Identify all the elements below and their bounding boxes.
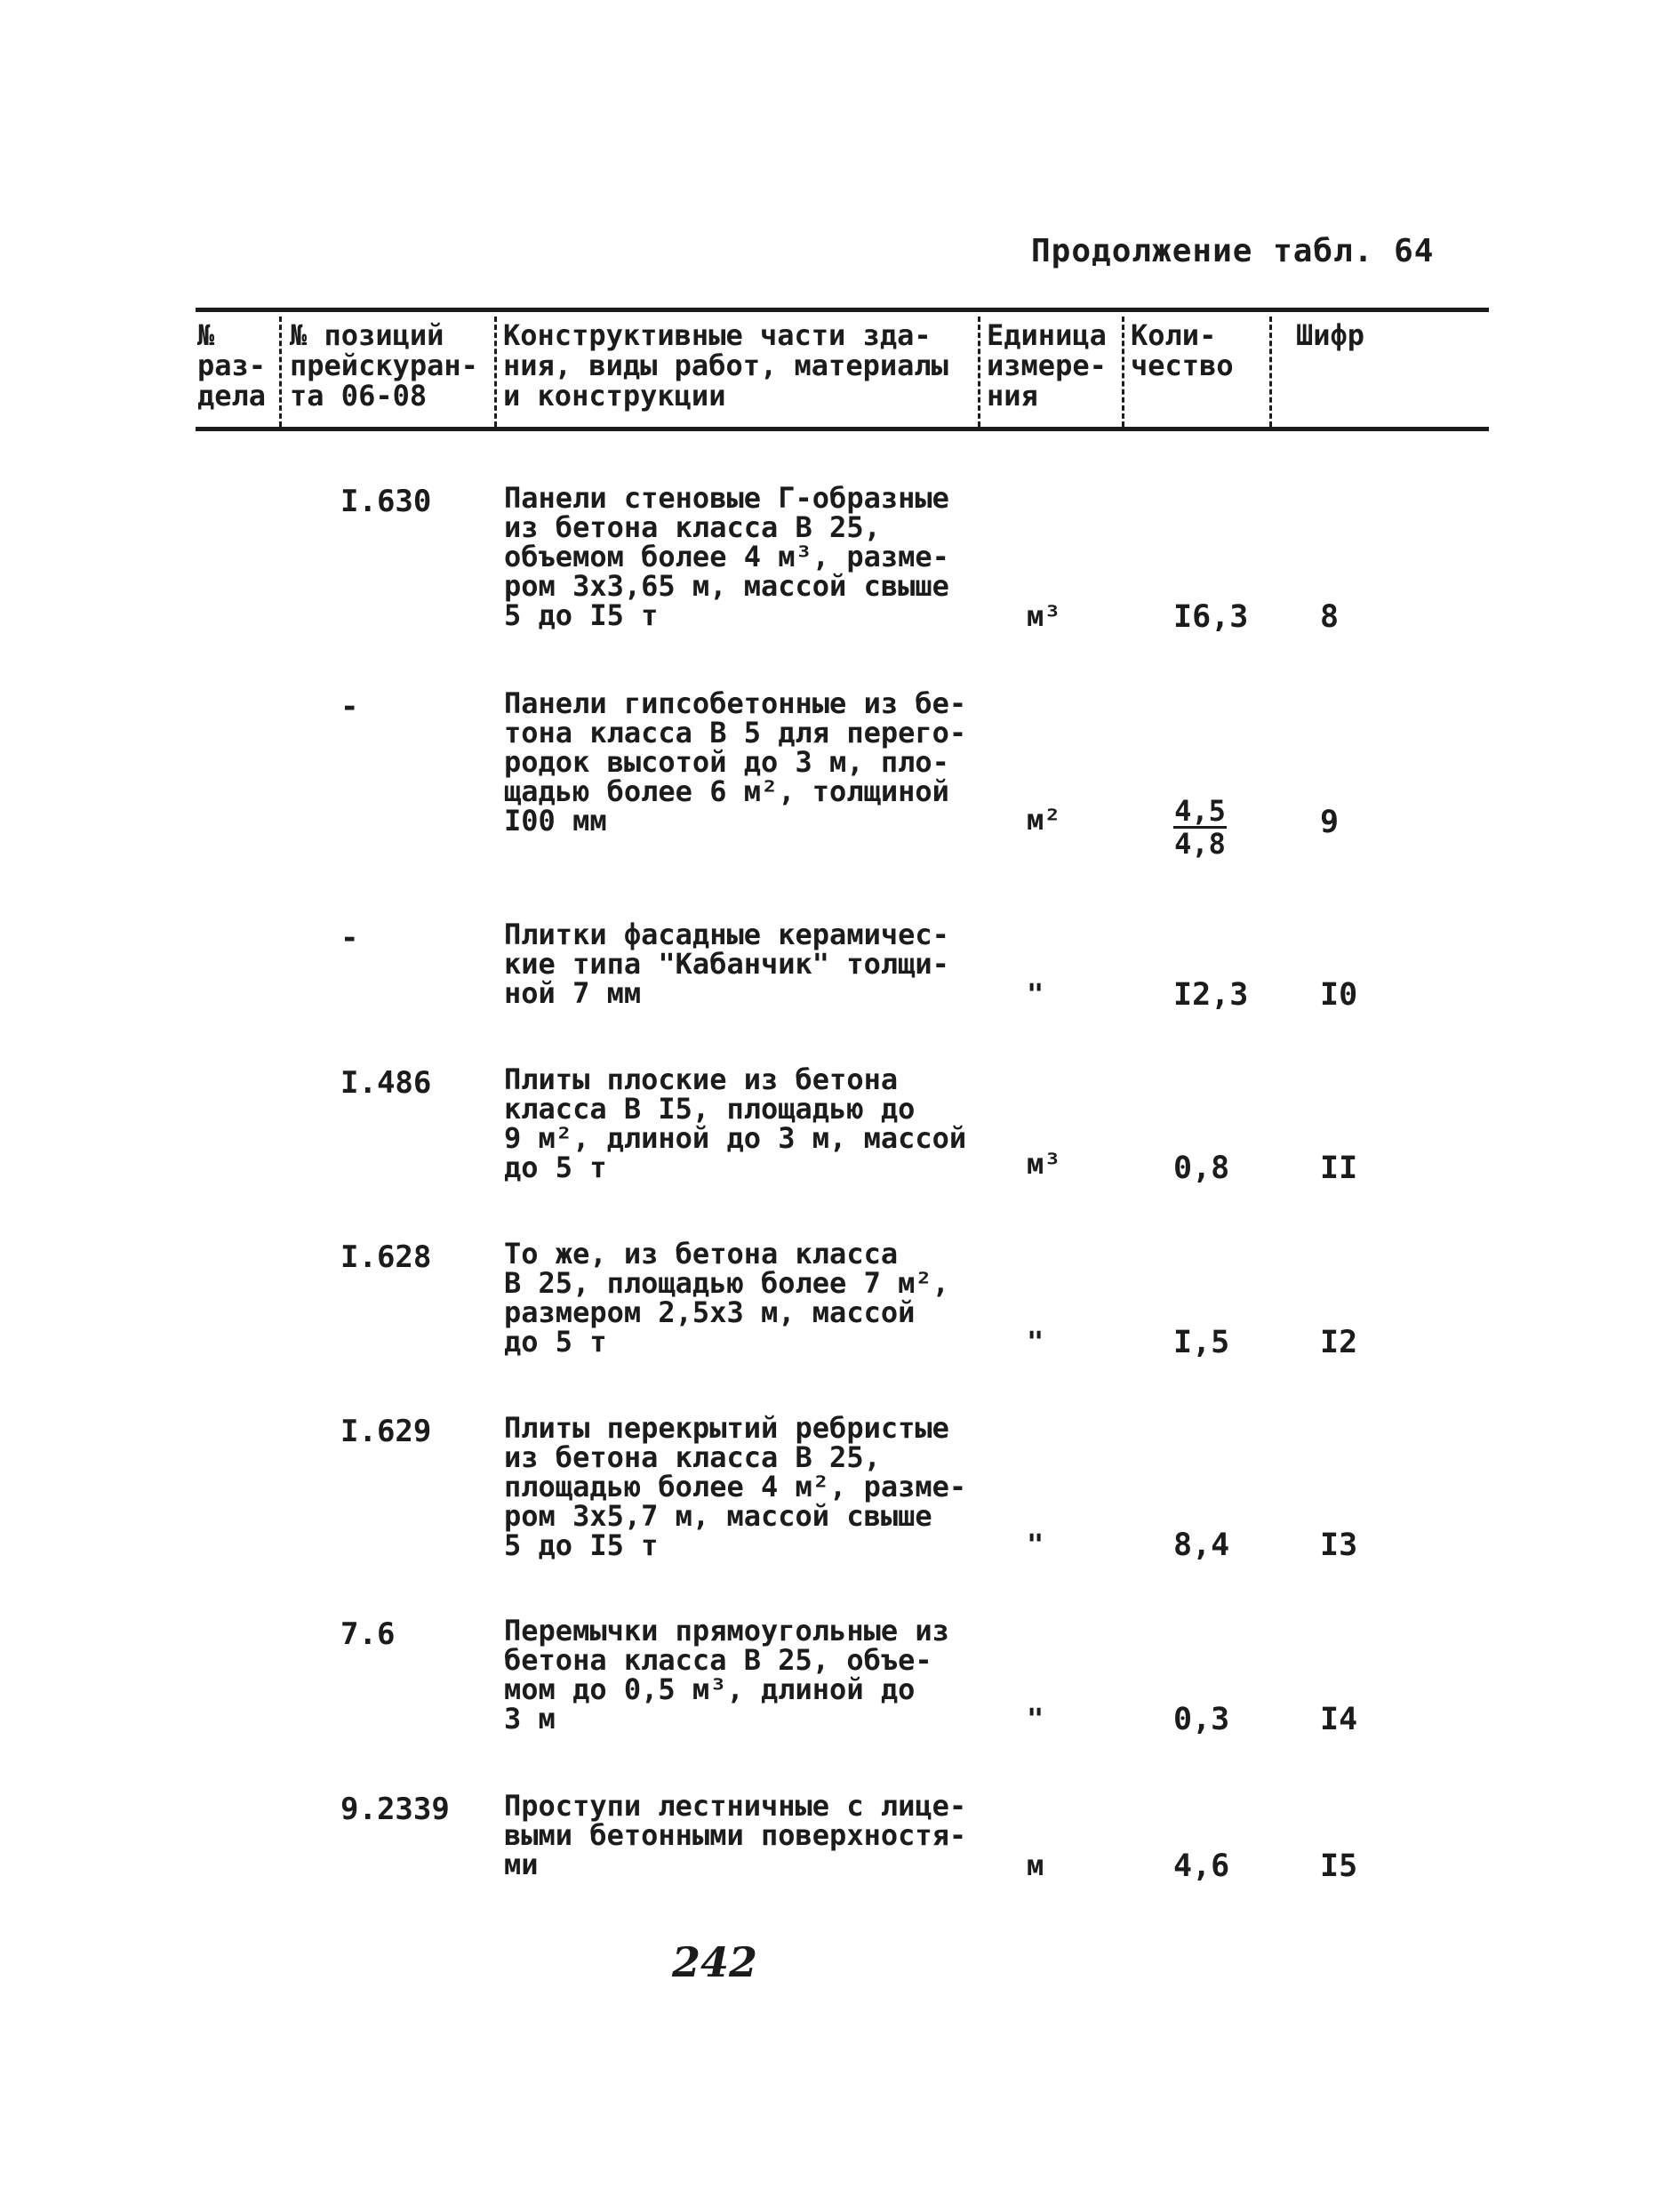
row-unit: " [1027, 977, 1044, 1011]
row-unit: " [1027, 1527, 1044, 1561]
row-quantity: I,5 [1173, 1325, 1230, 1360]
row-description: Плиты плоские из бетона класса В I5, площадью до 9 м², длиной до 3 м, массой до 5 т [504, 1062, 967, 1184]
row-code: II [1320, 1151, 1358, 1186]
row-code: I2 [1320, 1325, 1358, 1360]
header-divider [279, 317, 282, 427]
row-quantity: 8,4 [1173, 1527, 1230, 1563]
row-unit: " [1027, 1702, 1044, 1736]
row-code: 8 [1320, 599, 1340, 635]
row-unit: м² [1027, 803, 1061, 837]
header-divider [978, 317, 980, 427]
header-quantity: Коли- чество [1131, 318, 1234, 382]
table-caption: Продолжение табл. 64 [1031, 233, 1435, 269]
row-position: - [340, 689, 359, 725]
row-position: 9.2339 [340, 1792, 450, 1827]
header-bottom-rule [196, 427, 1489, 431]
row-description: Плитки фасадные керамичес- кие типа "Кабанчик" толщи- ной 7 мм [504, 918, 949, 1010]
row-quantity: 4,6 [1173, 1848, 1230, 1884]
header-divider [1269, 317, 1272, 427]
row-description: Панели гипсобетонные из бе- тона класса В 5 для перего- родок высотой до 3 м, пло- щадью более 6 м², толщиной I00 мм [504, 686, 967, 838]
row-description: Панели стеновые Г-образные из бетона класса В 25, объемом более 4 м³, разме- ром 3х3,65 м, массой свыше 5 до I5 т [504, 481, 949, 632]
row-quantity: I2,3 [1173, 977, 1249, 1013]
header-divider [494, 317, 497, 427]
row-code: I0 [1320, 977, 1358, 1013]
row-position: 7.6 [340, 1616, 396, 1652]
row-position: - [340, 920, 359, 956]
row-description: Проступи лестничные с лице- выми бетонными поверхностя- ми [504, 1789, 967, 1881]
row-description: То же, из бетона класса В 25, площадью более 7 м², размером 2,5х3 м, массой до 5 т [504, 1237, 949, 1359]
header-section-number: № раз- дела [197, 318, 267, 413]
row-unit: м³ [1027, 599, 1061, 633]
row-position: I.630 [340, 484, 432, 519]
row-description: Плиты перекрытий ребристые из бетона класса В 25, площадью более 4 м², разме- ром 3х5,7 м, массой свыше 5 до I5 т [504, 1411, 967, 1562]
header-unit: Единица измере- ния [987, 318, 1107, 413]
page-number: 242 [672, 1938, 758, 1986]
header-top-rule [196, 308, 1489, 312]
row-unit: " [1027, 1325, 1044, 1359]
row-position: I.628 [340, 1239, 432, 1275]
row-description: Перемычки прямоугольные из бетона класса В 25, объе- мом до 0,5 м³, длиной до 3 м [504, 1614, 949, 1736]
quantity-denominator: 4,8 [1174, 827, 1226, 861]
row-code: 9 [1320, 805, 1340, 840]
row-quantity: I6,3 [1173, 599, 1249, 635]
row-quantity-fraction [1173, 794, 1227, 861]
header-structural-parts: Конструктивные части зда- ния, виды работ, материалы и конструкции [503, 318, 948, 413]
row-unit: м³ [1027, 1147, 1061, 1181]
row-quantity: 0,3 [1173, 1702, 1230, 1737]
header-code: Шифр [1296, 318, 1365, 352]
row-unit: м [1027, 1848, 1044, 1882]
row-code: I3 [1320, 1527, 1358, 1563]
row-code: I5 [1320, 1848, 1358, 1884]
row-position: I.629 [340, 1414, 432, 1449]
row-quantity: 0,8 [1173, 1151, 1230, 1186]
row-position: I.486 [340, 1065, 432, 1101]
header-divider [1122, 317, 1124, 427]
header-price-list-positions: № позиций прейскуран- та 06-08 [290, 318, 478, 413]
quantity-numerator: 4,5 [1174, 794, 1226, 828]
row-code: I4 [1320, 1702, 1358, 1737]
